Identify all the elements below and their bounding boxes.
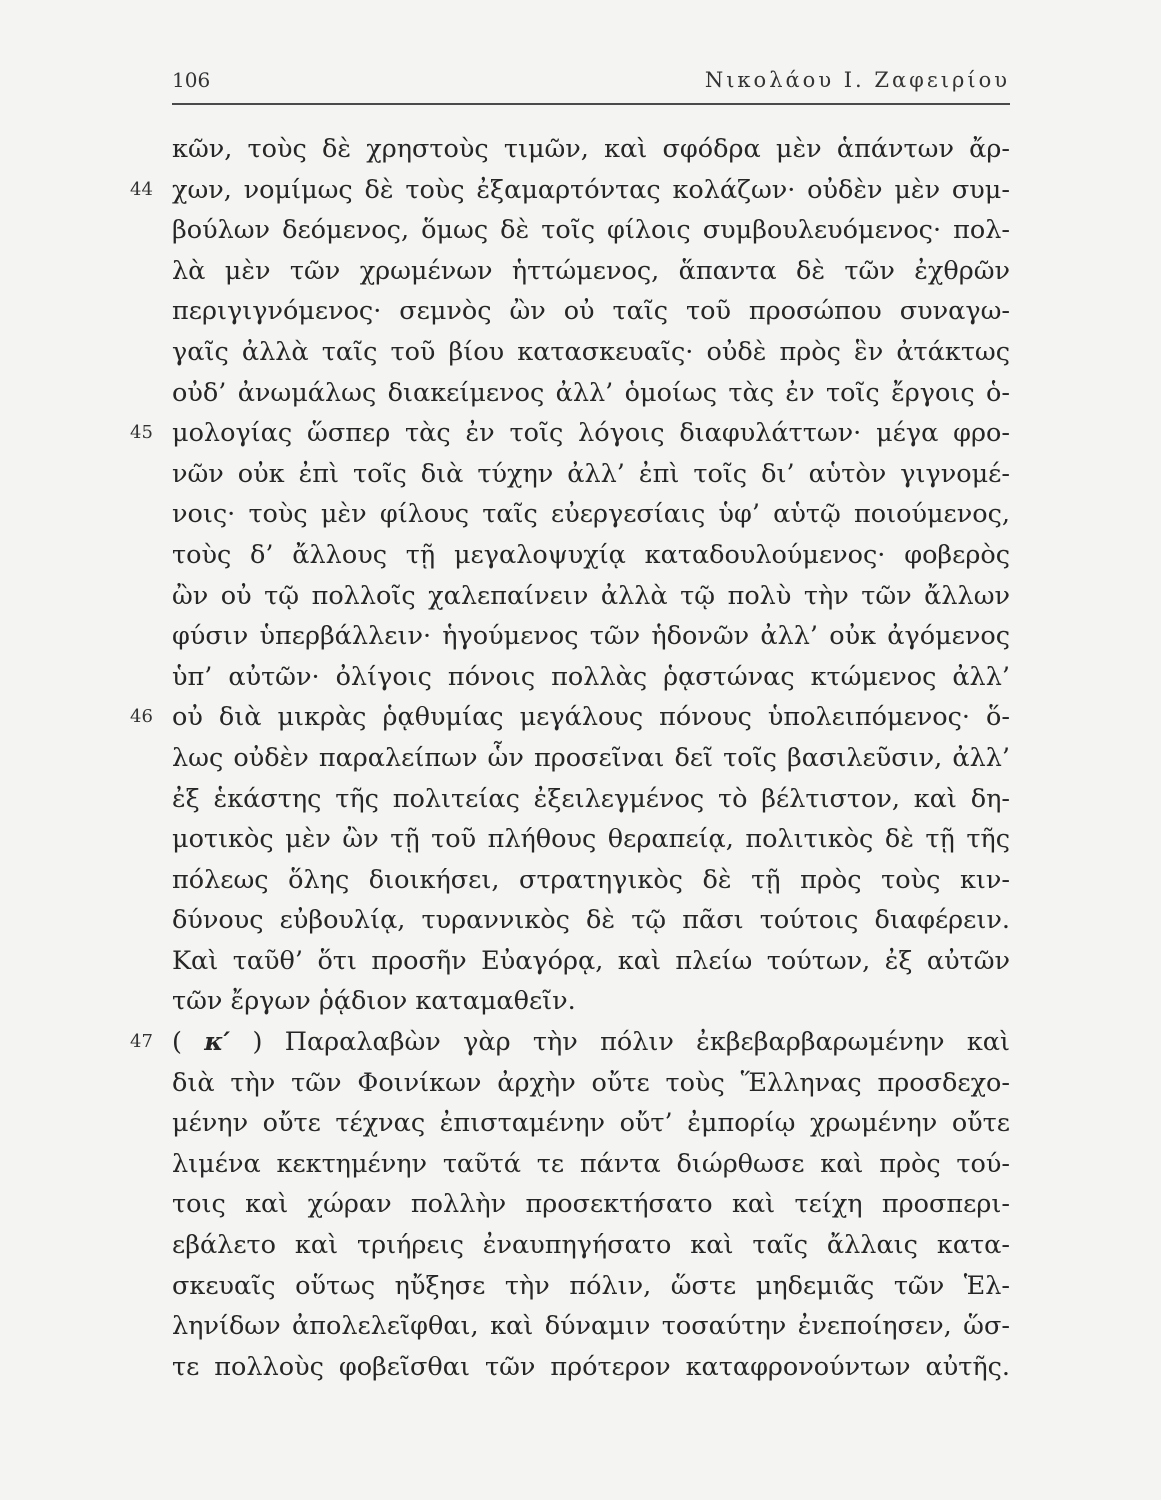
text-line (172, 494, 1010, 535)
section-number: 44 (130, 178, 153, 200)
line-text: τε πολλοὺς φοβεῖσθαι τῶν πρότερον καταφρονούντων αὐτῆς. (172, 1351, 1010, 1382)
line-text: ) Παραλαβὼν γὰρ τὴν πόλιν ἐκβεβαρβαρωμένην καὶ (230, 1027, 1010, 1058)
section-number: 46 (130, 706, 153, 728)
text-line (172, 1347, 1010, 1388)
section-number: 45 (130, 422, 153, 444)
text-line (172, 332, 1010, 373)
text-line (172, 860, 1010, 901)
text-line (172, 819, 1010, 860)
text-line (172, 210, 1010, 251)
text-line (172, 454, 1010, 495)
text-line (172, 1225, 1010, 1266)
line-text: τοὺς δ’ ἄλλους τῇ μεγαλοψυχίᾳ καταδουλούμενος· φοβερὸς (172, 539, 1010, 570)
text-line (130, 697, 1010, 738)
line-text: εβάλετο καὶ τριήρεις ἐναυπηγήσατο καὶ ταῖς ἄλλαις κατα- (172, 1230, 1010, 1261)
line-text: ὑπ’ αὐτῶν· ὀλίγοις πόνοις πολλὰς ῥᾳστώνας κτώμενος ἀλλ’ (172, 661, 1010, 692)
line-text: τοις καὶ χώραν πολλὴν προσεκτήσατο καὶ τείχη προσπερι- (172, 1189, 1010, 1220)
line-text: οὐδ’ ἀνωμάλως διακείμενος ἀλλ’ ὁμοίως τὰς ἐν τοῖς ἔργοις ὁ- (172, 377, 1010, 408)
text-line (172, 535, 1010, 576)
line-text: Καὶ ταῦθ’ ὅτι προσῆν Εὐαγόρᾳ, καὶ πλείω τούτων, ἐξ αὐτῶν (172, 945, 1010, 976)
chapter-mark: κ′ (204, 1027, 231, 1058)
line-text: μολογίας ὥσπερ τὰς ἐν τοῖς λόγοις διαφυλάττων· μέγα φρο- (172, 418, 1010, 449)
line-text: ὢν οὐ τῷ πολλοῖς χαλεπαίνειν ἀλλὰ τῷ πολὺ τὴν τῶν ἄλλων (172, 580, 1010, 611)
text-line (172, 251, 1010, 292)
text-line (172, 1266, 1010, 1307)
text-line (172, 1063, 1010, 1104)
text-line (172, 616, 1010, 657)
line-text: λως οὐδὲν παραλείπων ὧν προσεῖναι δεῖ τοῖς βασιλεῦσιν, ἀλλ’ (172, 742, 1010, 773)
text-line (172, 657, 1010, 698)
running-head: Νικολάου Ι. Ζαφειρίου (704, 68, 1010, 92)
body-text (130, 129, 1010, 1387)
line-text: λὰ μὲν τῶν χρωμένων ἡττώμενος, ἅπαντα δὲ τῶν ἐχθρῶν (172, 255, 1010, 286)
text-line (130, 170, 1010, 211)
text-line (172, 981, 1010, 1022)
line-text: περιγιγνόμενος· σεμνὸς ὢν οὐ ταῖς τοῦ προσώπου συναγω- (172, 296, 1010, 327)
line-text: τῶν ἔργων ῥᾴδιον καταμαθεῖν. (172, 986, 576, 1017)
page-header (172, 68, 1010, 98)
line-text: οὐ διὰ μικρὰς ῥᾳθυμίας μεγάλους πόνους ὑπολειπόμενος· ὅ- (172, 702, 1010, 733)
chapter-bracket: ( (172, 1027, 205, 1058)
line-text: κῶν, τοὺς δὲ χρηστοὺς τιμῶν, καὶ σφόδρα μὲν ἁπάντων ἄρ- (172, 134, 1010, 164)
line-text: γαῖς ἀλλὰ ταῖς τοῦ βίου κατασκευαῖς· οὐδὲ πρὸς ἓν ἀτάκτως (172, 336, 1010, 367)
line-text: δύνους εὐβουλίᾳ, τυραννικὸς δὲ τῷ πᾶσι τούτοις διαφέρειν. (172, 905, 1010, 936)
text-line (172, 1184, 1010, 1225)
line-text: μένην οὔτε τέχνας ἐπισταμένην οὔτ’ ἐμπορίῳ χρωμένην οὔτε (172, 1108, 1010, 1139)
line-text: σκευαῖς οὕτως ηὔξησε τὴν πόλιν, ὥστε μηδεμιᾶς τῶν Ἑλ- (172, 1270, 1010, 1301)
text-line (172, 129, 1010, 170)
line-text: φύσιν ὑπερβάλλειν· ἡγούμενος τῶν ἡδονῶν ἀλλ’ οὐκ ἀγόμενος (172, 621, 1010, 652)
line-text: πόλεως ὅλης διοικήσει, στρατηγικὸς δὲ τῇ πρὸς τοὺς κιν- (172, 864, 1010, 895)
text-line (172, 1306, 1010, 1347)
text-line (172, 1144, 1010, 1185)
text-line (172, 1103, 1010, 1144)
line-text: νῶν οὐκ ἐπὶ τοῖς διὰ τύχην ἀλλ’ ἐπὶ τοῖς δι’ αὑτὸν γιγνομέ- (172, 458, 1010, 489)
text-line (172, 738, 1010, 779)
line-text: μοτικὸς μὲν ὢν τῇ τοῦ πλήθους θεραπείᾳ, πολιτικὸς δὲ τῇ τῆς (172, 824, 1010, 855)
header-rule (172, 103, 1010, 105)
line-text: λιμένα κεκτημένην ταῦτά τε πάντα διώρθωσε καὶ πρὸς τού- (172, 1148, 1010, 1179)
line-text: βούλων δεόμενος, ὅμως δὲ τοῖς φίλοις συμβουλευόμενος· πολ- (172, 215, 1010, 246)
text-line (172, 941, 1010, 982)
line-text: νοις· τοὺς μὲν φίλους ταῖς εὐεργεσίαις ὑφ’ αὑτῷ ποιούμενος, (172, 499, 1010, 530)
text-line (172, 779, 1010, 820)
line-text: διὰ τὴν τῶν Φοινίκων ἀρχὴν οὔτε τοὺς Ἕλληνας προσδεχο- (172, 1067, 1010, 1098)
text-line (172, 576, 1010, 617)
line-text: χων, νομίμως δὲ τοὺς ἐξαμαρτόντας κολάζων· οὐδὲν μὲν συμ- (172, 174, 1010, 205)
text-line (172, 900, 1010, 941)
page-number: 106 (172, 68, 211, 92)
text-line (130, 1022, 1010, 1063)
line-text: ἐξ ἑκάστης τῆς πολιτείας ἐξειλεγμένος τὸ βέλτιστον, καὶ δη- (172, 783, 1010, 814)
text-line (172, 373, 1010, 414)
text-line (172, 291, 1010, 332)
line-text: ληνίδων ἀπολελεῖφθαι, καὶ δύναμιν τοσαύτην ἐνεποίησεν, ὥσ- (172, 1311, 1010, 1342)
section-number: 47 (130, 1031, 153, 1053)
text-line (130, 413, 1010, 454)
